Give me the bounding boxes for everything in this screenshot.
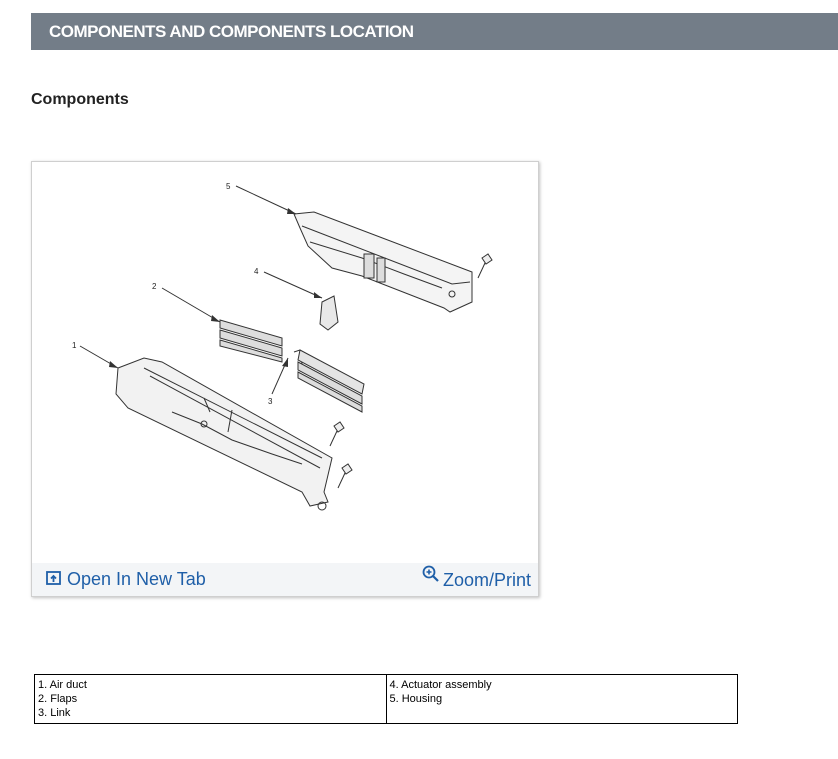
legend-item: 5. Housing xyxy=(389,693,443,705)
open-in-new-tab-label: Open In New Tab xyxy=(67,569,206,589)
zoom-print-label: Zoom/Print xyxy=(442,570,531,590)
page-header xyxy=(31,13,838,50)
bolt-1 xyxy=(478,254,492,278)
callout-5: 5 xyxy=(226,182,231,191)
figure-card xyxy=(31,161,539,597)
legend-table xyxy=(34,674,738,724)
legend-col-right xyxy=(386,675,738,724)
zoom-print-link[interactable] xyxy=(422,569,531,592)
legend-item: 2. Flaps xyxy=(38,693,78,705)
open-new-tab-icon xyxy=(46,569,61,590)
air-duct-part xyxy=(116,358,332,506)
actuator-part xyxy=(320,296,338,330)
zoom-icon xyxy=(422,565,440,588)
callout-1: 1 xyxy=(72,341,77,350)
open-in-new-tab-link[interactable] xyxy=(46,569,206,590)
legend-col-left xyxy=(35,675,387,724)
figure-toolbar xyxy=(32,563,538,596)
legend-item: 3. Link xyxy=(38,707,71,719)
legend-item: 1. Air duct xyxy=(38,679,87,691)
bolt-3 xyxy=(338,464,352,488)
link-part xyxy=(294,350,364,412)
legend-item: 4. Actuator assembly xyxy=(389,679,492,691)
callout-2: 2 xyxy=(152,282,157,291)
flaps-part xyxy=(220,320,282,362)
section-title: Components xyxy=(31,91,129,108)
callout-4: 4 xyxy=(254,267,259,276)
callout-3: 3 xyxy=(268,397,273,406)
page-title: COMPONENTS AND COMPONENTS LOCATION xyxy=(49,22,414,41)
bolt-2 xyxy=(330,422,344,446)
components-diagram xyxy=(32,162,538,562)
